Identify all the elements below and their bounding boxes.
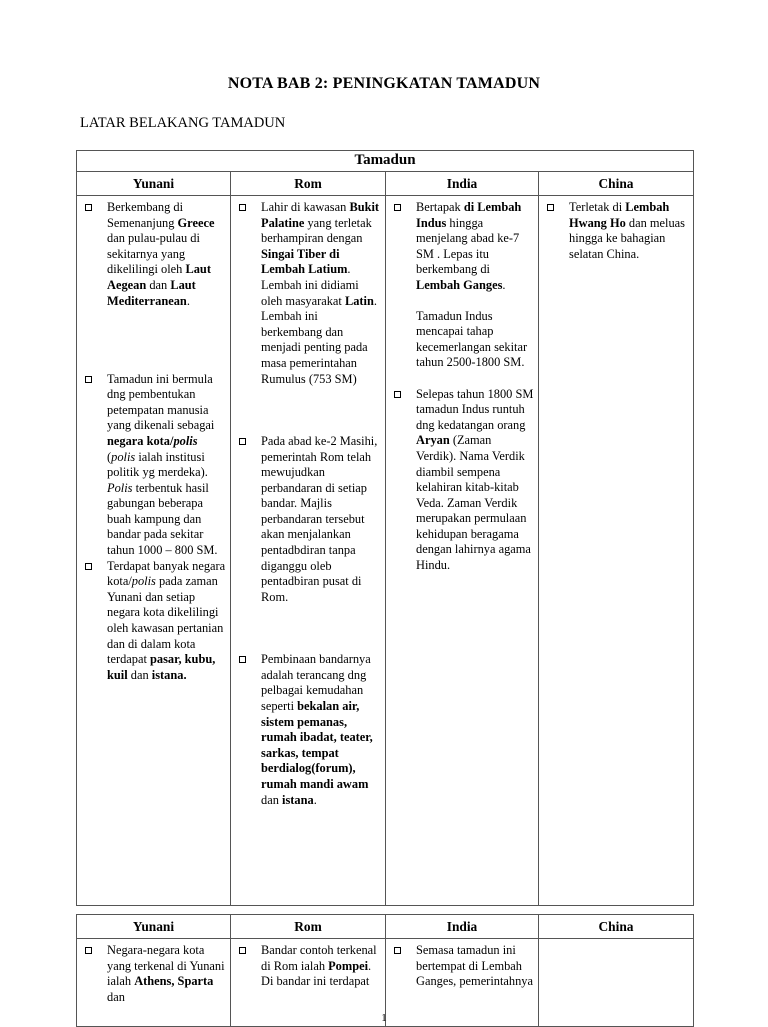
list-spacer <box>81 309 226 371</box>
page-title: NOTA BAB 2: PENINGKATAN TAMADUN <box>227 75 541 92</box>
text-run: istana <box>282 792 314 807</box>
bullet-item <box>81 559 226 684</box>
text-run: yang terletak berhampiran dengan <box>261 215 372 246</box>
checkbox-bullet-icon <box>239 438 246 445</box>
text-run: Aryan <box>416 433 450 448</box>
bullet-list <box>81 200 226 683</box>
text-run: hingga menjelang abad ke-7 SM . Lepas itu berkembang di <box>416 215 520 277</box>
bullet-list <box>390 943 534 990</box>
checkbox-bullet-icon <box>239 656 246 663</box>
text-run: istana. <box>151 667 187 682</box>
bullet-item <box>390 200 534 371</box>
column-header-yunani: Yunani <box>77 915 231 939</box>
text-run: Latin <box>344 293 374 308</box>
text-run: Pembinaan bandarnya adalah terancang dng pelbagai kemudahan seperti <box>261 652 371 714</box>
text-run: Laut Mediterranean <box>107 277 196 308</box>
bullet-list <box>235 943 381 990</box>
bullet-item <box>390 387 534 574</box>
text-run: negara kota/ <box>107 433 174 448</box>
tamadun-table <box>76 150 694 906</box>
text-run: Lahir di kawasan <box>261 200 350 214</box>
text-run: pada zaman Yunani dan setiap negara kota dikelilingi oleh kawasan pertanian dan di dalam kota terdapat <box>107 574 224 667</box>
bullet-item <box>235 943 381 990</box>
column-header-india: India <box>386 915 539 939</box>
text-run: Polis <box>107 480 133 495</box>
bullet-list <box>235 200 381 808</box>
checkbox-bullet-icon <box>85 947 92 954</box>
text-run: Bandar contoh terkenal di Rom ialah <box>261 943 377 973</box>
text-run: ( <box>107 449 112 464</box>
text-run: Terdapat banyak negara kota/ <box>107 558 226 589</box>
list-spacer <box>235 387 381 434</box>
text-run: pasar, kubu, kuil <box>107 652 216 682</box>
bullet-item <box>81 200 226 309</box>
text-run: . <box>502 277 506 292</box>
bullet-list <box>81 943 226 1005</box>
text-run: . Di bandar ini terdapat <box>261 958 372 989</box>
bullet-item <box>235 200 381 387</box>
text-run: Tamadun Indus mencapai tahap kecemerlangan sekitar tahun 2500-1800 SM. <box>416 308 528 370</box>
text-run: polis <box>173 433 198 448</box>
text-run: (Zaman Verdik). Nama Verdik diambil sempena kelahiran kitab-kitab Veda. Zaman Verdik merupakan permulaan kehidupan beragama dengan lahirnya agama Hindu. <box>416 433 531 573</box>
column-header-rom: Rom <box>231 915 386 939</box>
text-run: dan <box>107 989 125 1004</box>
cell-india <box>386 196 539 906</box>
text-run: di Lembah Indus <box>416 200 522 230</box>
text-run: Terletak di <box>569 200 626 214</box>
cell-yunani <box>77 196 231 906</box>
text-run: Singai Tiber di Lembah Latium <box>261 246 348 277</box>
bullet-item <box>235 652 381 808</box>
text-run: terbentuk hasil gabungan beberapa buah kampung dan bandar pada sekitar tahun 1000 – 800 SM. <box>107 480 218 558</box>
tamadun-table-continued <box>76 914 694 1027</box>
text-run: . Lembah ini didiami oleh masyarakat <box>261 262 359 308</box>
text-run: Pada abad ke-2 Masihi, pemerintah Rom telah mewujudkan perbandaran di setiap bandar. Majlis perbandaran tersebut akan menjalankan pentadbdiran tanpa diganggu oleb pentadbiran pusat di Rom. <box>261 433 378 604</box>
text-run: . Lembah ini berkembang dan menjadi penting pada masa pemerintahan Rumulus (753 SM) <box>261 293 377 386</box>
text-run: Lembah Hwang Ho <box>569 200 670 230</box>
checkbox-bullet-icon <box>547 204 554 211</box>
checkbox-bullet-icon <box>239 947 246 954</box>
text-run: Semasa tamadun ini bertempat di Lembah Ganges, pemerintahnya <box>416 943 533 989</box>
bullet-list <box>390 200 534 574</box>
text-run: Lembah Ganges <box>416 277 503 292</box>
text-run: Tamadun ini bermula dng pembentukan petempatan manusia yang dikenali sebagai <box>107 371 215 433</box>
text-run: bekalan air, sistem pemanas, rumah ibadat, teater, sarkas, tempat berdialog(forum), rumah mandi awam <box>261 699 373 791</box>
section-heading: LATAR BELAKANG TAMADUN <box>80 115 286 131</box>
column-header-china: China <box>539 915 694 939</box>
bullet-list <box>543 200 689 262</box>
text-run: Athens, Sparta <box>134 974 214 989</box>
text-run: . <box>186 293 190 308</box>
bullet-item <box>235 434 381 606</box>
text-run: polis <box>131 574 156 589</box>
text-run: dan <box>127 667 152 682</box>
bullet-item <box>81 372 226 559</box>
text-run: dan <box>261 792 282 807</box>
checkbox-bullet-icon <box>394 391 401 398</box>
column-header-rom: Rom <box>231 172 386 196</box>
text-run: Bertapak <box>416 200 464 214</box>
cell-china <box>539 196 694 906</box>
text-run: polis <box>111 449 136 464</box>
bullet-item <box>390 943 534 990</box>
text-run: Negara-negara kota yang terkenal di Yunani ialah <box>107 943 225 989</box>
checkbox-bullet-icon <box>85 563 92 570</box>
cell-rom <box>231 196 386 906</box>
text-run: Pompei <box>328 958 369 973</box>
bullet-item <box>543 200 689 262</box>
list-spacer <box>390 371 534 387</box>
checkbox-bullet-icon <box>394 204 401 211</box>
text-run: Berkembang di Semenanjung <box>107 200 184 230</box>
bullet-item <box>81 943 226 1005</box>
checkbox-bullet-icon <box>85 376 92 383</box>
text-run: . <box>313 792 317 807</box>
text-run: Laut Aegean <box>107 262 211 292</box>
column-header-india: India <box>386 172 539 196</box>
checkbox-bullet-icon <box>239 204 246 211</box>
page-number: 1 <box>381 1012 387 1024</box>
checkbox-bullet-icon <box>394 947 401 954</box>
text-run: ialah institusi politik yg merdeka). <box>107 449 208 480</box>
checkbox-bullet-icon <box>85 204 92 211</box>
text-run: dan pulau-pulau di sekitarnya yang dikelilingi oleh <box>107 231 200 277</box>
list-spacer <box>235 605 381 652</box>
text-run: dan <box>146 277 171 292</box>
text-run: Selepas tahun 1800 SM tamadun Indus runtuh dng kedatangan orang <box>416 386 534 432</box>
text-run: dan meluas hingga ke bahagian selatan China. <box>569 215 685 261</box>
text-run: Bukit Palatine <box>261 200 380 230</box>
table-caption: Tamadun <box>77 151 694 172</box>
column-header-yunani: Yunani <box>77 172 231 196</box>
column-header-china: China <box>539 172 694 196</box>
text-run: Greece <box>177 215 215 230</box>
